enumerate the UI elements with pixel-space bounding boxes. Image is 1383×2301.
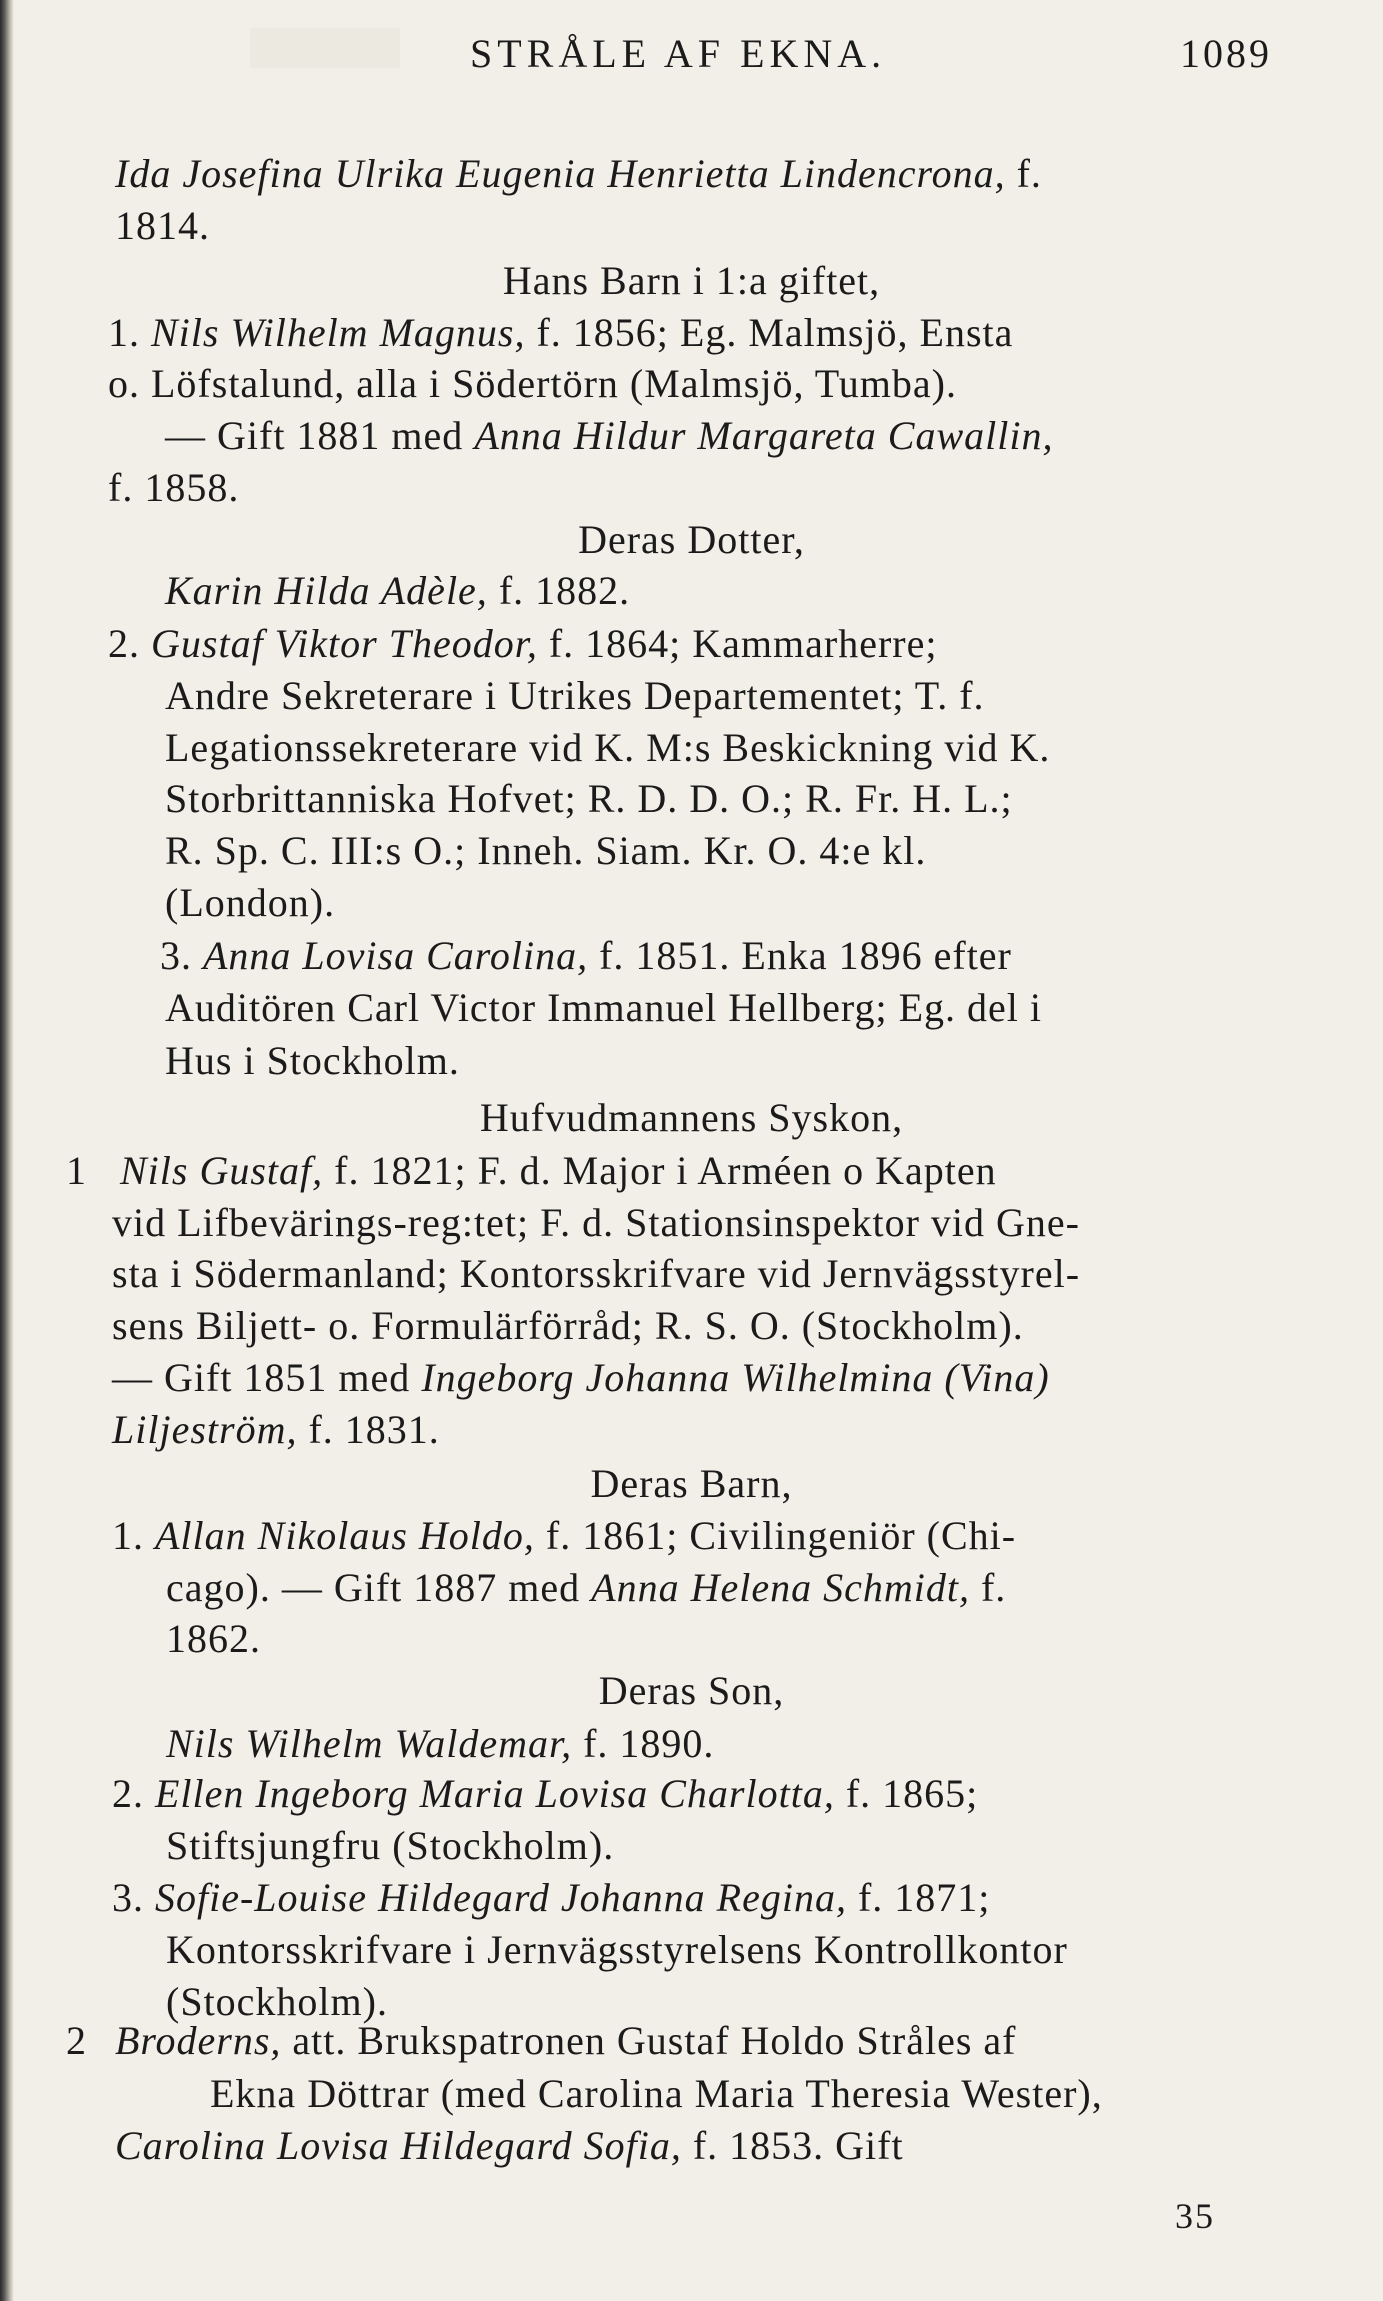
- text-line: [166, 1924, 1068, 1976]
- text-line: [112, 1248, 1080, 1300]
- text-run: sens Biljett- o. Formulärförråd; R. S. O. (Stockholm).: [112, 1303, 1024, 1348]
- text-line: [108, 618, 937, 670]
- text-run: Auditören Carl Victor Immanuel Hellberg; Eg. del i: [165, 985, 1043, 1030]
- text-run: 1862.: [166, 1616, 261, 1661]
- text-run: f.: [1005, 151, 1042, 196]
- text-run: 1814.: [115, 203, 210, 248]
- italic-name: Carolina Lovisa Hildegard Sofia,: [115, 2123, 682, 2168]
- text-run: Hufvudmannens Syskon,: [479, 1095, 904, 1140]
- text-run: Deras Son,: [598, 1668, 785, 1713]
- page-number: 1089: [1180, 31, 1272, 76]
- text-run: Andre Sekreterare i Utrikes Departementet; T. f.: [165, 673, 985, 718]
- text-run: Hans Barn i 1:a giftet,: [502, 258, 881, 303]
- text-line: [112, 1300, 1024, 1352]
- text-run: (London).: [165, 880, 336, 925]
- text-line: [108, 462, 239, 514]
- italic-name: Nils Wilhelm Magnus,: [151, 310, 526, 355]
- text-run: f. 1871;: [846, 1875, 991, 1920]
- text-line: [112, 1768, 978, 1820]
- text-line: [112, 1510, 1016, 1562]
- text-run: f. 1821; F. d. Major i Arméen o Kapten: [323, 1148, 997, 1193]
- text-line: [165, 877, 335, 929]
- text-line: [115, 2015, 1016, 2067]
- binding-edge: [0, 0, 14, 2301]
- text-run: Kontorsskrifvare i Jernvägsstyrelsens Kontrollkontor: [166, 1927, 1068, 1972]
- text-line: [120, 1145, 997, 1197]
- text-run: Stiftsjungfru (Stockholm).: [166, 1823, 615, 1868]
- text-line: [0, 1458, 1383, 1510]
- text-line: [112, 1352, 1050, 1404]
- text-run: f. 1865;: [834, 1771, 979, 1816]
- italic-name: Anna Helena Schmidt,: [591, 1565, 970, 1610]
- text-line: [115, 2120, 904, 2172]
- signature-mark: 35: [1175, 2196, 1215, 2236]
- text-run: f. 1853. Gift: [681, 2123, 904, 2168]
- text-run: 3.: [112, 1875, 155, 1920]
- text-run: f.: [969, 1565, 1007, 1610]
- text-run: 1.: [112, 1513, 155, 1558]
- margin-number: 1: [66, 1148, 86, 1193]
- text-line: [165, 670, 985, 722]
- text-run: Ekna Döttrar (med Carolina Maria Theresia Wester),: [210, 2071, 1103, 2116]
- text-run: — Gift 1881 med: [165, 413, 475, 458]
- text-run: 1.: [108, 310, 151, 355]
- text-line: [165, 722, 1050, 774]
- text-run: f. 1864; Kammarherre;: [537, 621, 938, 666]
- text-line: [115, 148, 1042, 200]
- text-run: f. 1831.: [297, 1407, 440, 1452]
- text-run: — Gift 1851 med: [112, 1355, 422, 1400]
- page-header: [0, 30, 1383, 90]
- text-run: (Stockholm).: [166, 1979, 388, 2024]
- text-line: [166, 1718, 714, 1770]
- text-line: [165, 982, 1042, 1034]
- text-run: R. Sp. C. III:s O.; Inneh. Siam. Kr. O. 4:e kl.: [165, 828, 927, 873]
- text-run: f. 1861; Civilingeniör (Chi-: [534, 1513, 1017, 1558]
- text-line: [210, 2068, 1103, 2120]
- italic-name: Ingeborg Johanna Wilhelmina (Vina): [421, 1355, 1050, 1400]
- margin-number: 2: [66, 2018, 86, 2063]
- text-line: [0, 1092, 1383, 1144]
- text-run: f. 1890.: [572, 1721, 715, 1766]
- italic-name: Broderns,: [115, 2018, 282, 2063]
- italic-name: Ida Josefina Ulrika Eugenia Henrietta Lindencrona,: [115, 151, 1006, 196]
- italic-name: Ellen Ingeborg Maria Lovisa Charlotta,: [155, 1771, 835, 1816]
- text-run: att. Brukspatronen Gustaf Holdo Stråles af: [281, 2018, 1017, 2063]
- text-run: Hus i Stockholm.: [165, 1038, 460, 1083]
- text-line: [112, 1197, 1080, 1249]
- text-run: f. 1856; Eg. Malmsjö, Ensta: [525, 310, 1014, 355]
- text-line: [165, 825, 926, 877]
- italic-name: Anna Hildur Margareta Cawallin,: [474, 413, 1054, 458]
- text-run: Deras Dotter,: [578, 517, 805, 562]
- text-line: [108, 358, 957, 410]
- text-line: [165, 1035, 460, 1087]
- italic-name: Karin Hilda Adèle,: [165, 568, 488, 613]
- text-line: [108, 307, 1013, 359]
- text-run: o. Löfstalund, alla i Södertörn (Malmsjö, Tumba).: [108, 361, 957, 406]
- text-run: f. 1882.: [487, 568, 631, 613]
- text-run: 3.: [160, 933, 203, 978]
- text-line: [165, 565, 630, 617]
- text-line: [166, 1562, 1006, 1614]
- italic-name: Nils Wilhelm Waldemar,: [166, 1721, 573, 1766]
- text-run: cago). — Gift 1887 med: [166, 1565, 592, 1610]
- running-title: STRÅLE AF EKNA.: [470, 31, 887, 76]
- text-line: [0, 1665, 1383, 1717]
- italic-name: Liljeström,: [112, 1407, 298, 1452]
- italic-name: Allan Nikolaus Holdo,: [155, 1513, 535, 1558]
- text-run: f. 1851. Enka 1896 efter: [588, 933, 1012, 978]
- text-run: f. 1858.: [108, 465, 240, 510]
- text-run: 2.: [108, 621, 151, 666]
- text-run: sta i Södermanland; Kontorsskrifvare vid Jernvägsstyrel-: [112, 1251, 1081, 1296]
- text-line: [165, 410, 1053, 462]
- text-run: Legationssekreterare vid K. M:s Beskickning vid K.: [165, 725, 1051, 770]
- text-run: Storbrittanniska Hofvet; R. D. D. O.; R. Fr. H. L.;: [165, 776, 1013, 821]
- text-run: Deras Barn,: [590, 1461, 793, 1506]
- text-run: vid Lifbevärings-reg:tet; F. d. Stationsinspektor vid Gne-: [112, 1200, 1080, 1245]
- text-line: [112, 1404, 440, 1456]
- text-line: [166, 1820, 614, 1872]
- text-line: [0, 255, 1383, 307]
- italic-name: Sofie-Louise Hildegard Johanna Regina,: [155, 1875, 847, 1920]
- italic-name: Nils Gustaf,: [120, 1148, 324, 1193]
- italic-name: Anna Lovisa Carolina,: [203, 933, 589, 978]
- text-line: [166, 1613, 261, 1665]
- text-line: [112, 1872, 990, 1924]
- italic-name: Gustaf Viktor Theodor,: [151, 621, 538, 666]
- text-line: [165, 773, 1013, 825]
- text-run: 2.: [112, 1771, 155, 1816]
- text-line: [115, 200, 210, 252]
- text-line: [160, 930, 1012, 982]
- text-line: [0, 514, 1383, 566]
